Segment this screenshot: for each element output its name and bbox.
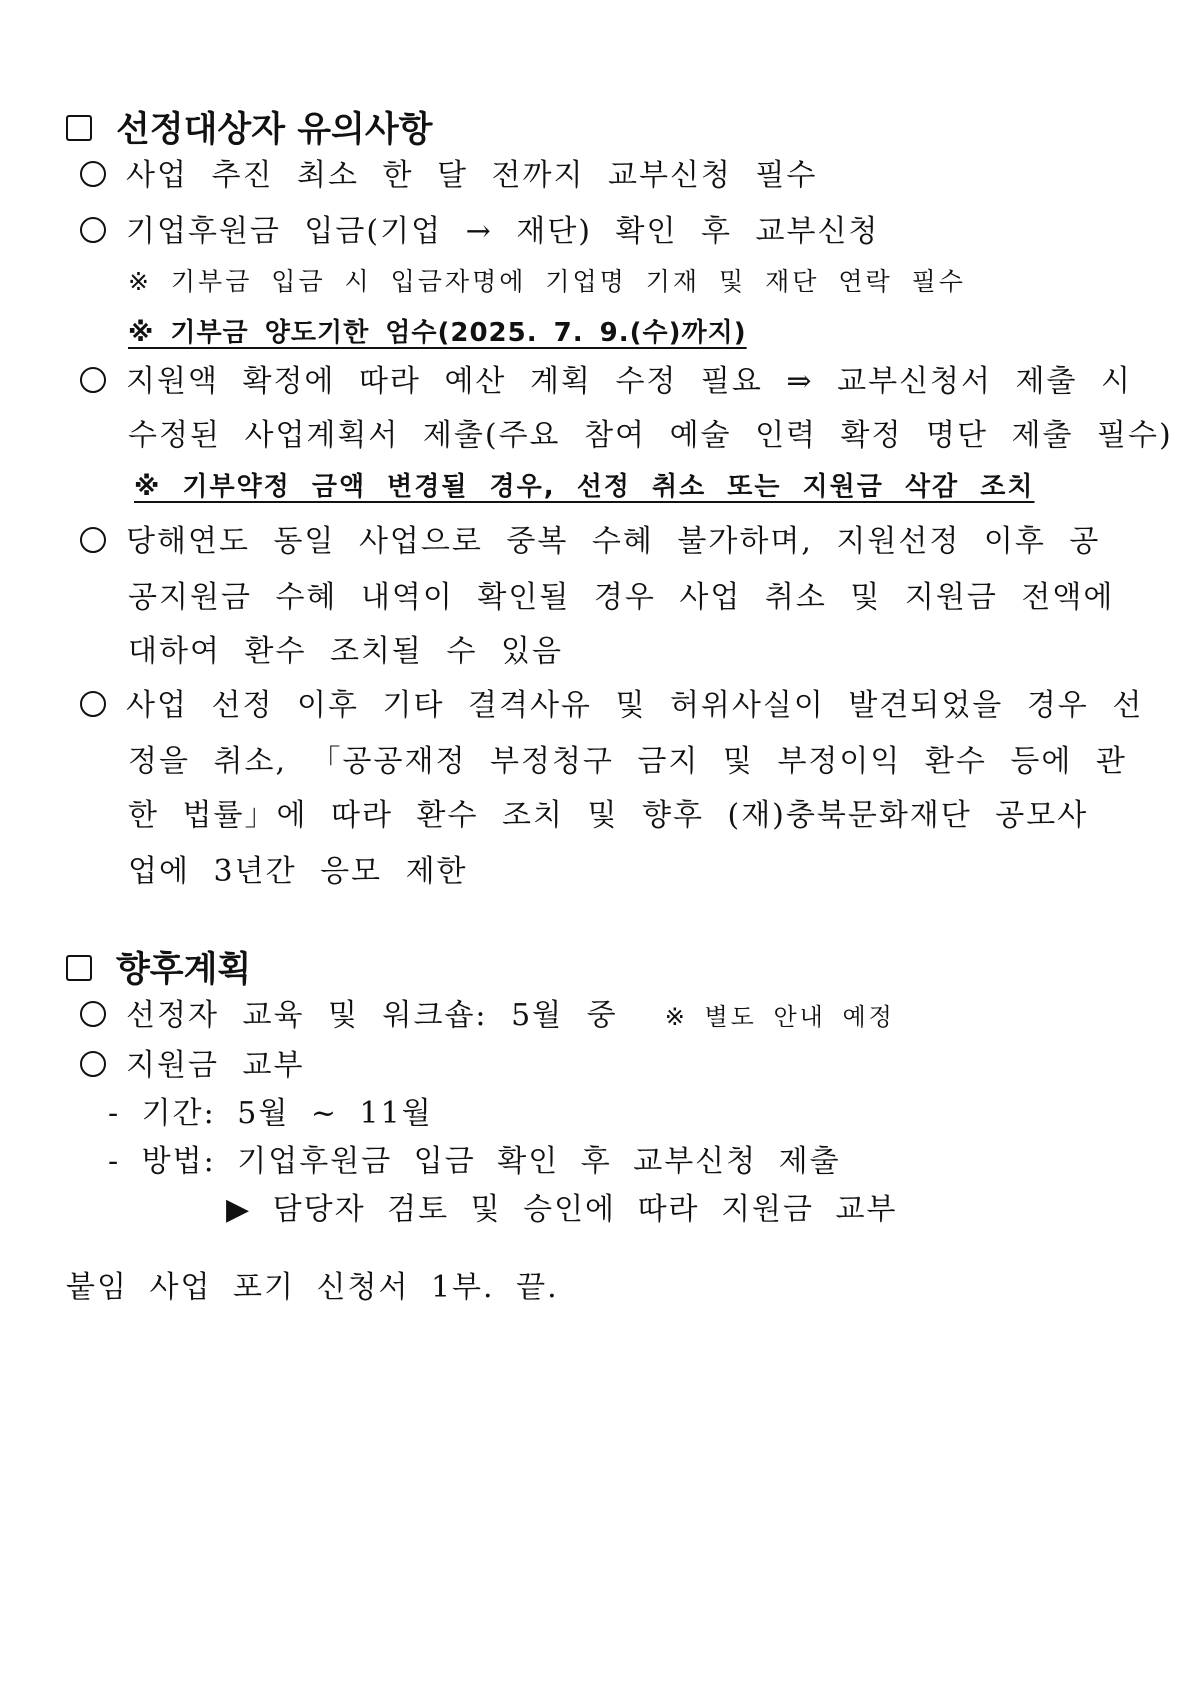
bullet-item: [80, 206, 879, 250]
bullet-item: [80, 990, 895, 1034]
circle-bullet-icon: [80, 691, 106, 717]
section-heading-future-plan: [66, 942, 251, 992]
dash-item-method: - 방법: 기업후원금 입금 확인 후 교부신청 제출: [108, 1144, 841, 1179]
bullet-item: [80, 680, 1143, 724]
attachment-line: 붙임 사업 포기 신청서 1부. 끝.: [66, 1270, 559, 1305]
bullet-item: [80, 150, 817, 194]
checkbox-square-icon: [66, 115, 92, 141]
dash-item-period: - 기간: 5월 ~ 11월: [108, 1096, 433, 1131]
note-emphasis: ※ 기부금 양도기한 엄수(2025. 7. 9.(수)까지): [128, 318, 747, 348]
inline-note: ※ 별도 안내 예정: [664, 1003, 895, 1031]
triangle-item: ▶ 담당자 검토 및 승인에 따라 지원금 교부: [226, 1192, 898, 1227]
continuation-text: 대하여 환수 조치될 수 있음: [128, 634, 563, 669]
bullet-item: [80, 516, 1100, 560]
note-emphasis: ※ 기부약정 금액 변경될 경우, 선정 취소 또는 지원금 삭감 조치: [134, 472, 1035, 502]
bullet-text: 지원금 교부: [126, 1048, 305, 1083]
circle-bullet-icon: [80, 1051, 106, 1077]
section-title: 선정대상자 유의사항: [116, 110, 433, 150]
section-heading-precautions: [66, 102, 432, 152]
circle-bullet-icon: [80, 161, 106, 187]
bullet-text: 사업 추진 최소 한 달 전까지 교부신청 필수: [126, 158, 818, 193]
bullet-text: 선정자 교육 및 워크숍: 5월 중: [126, 998, 618, 1033]
continuation-text: 수정된 사업계획서 제출(주요 참여 예술 인력 확정 명단 제출 필수): [128, 418, 1173, 453]
bullet-text: 지원액 확정에 따라 예산 계획 수정 필요 ⇒ 교부신청서 제출 시: [126, 364, 1133, 399]
bullet-text: 사업 선정 이후 기타 결격사유 및 허위사실이 발견되었을 경우 선: [126, 688, 1144, 723]
continuation-text: 업에 3년간 응모 제한: [128, 854, 468, 889]
bullet-item: [80, 356, 1132, 400]
bullet-item: [80, 1040, 304, 1084]
continuation-text: 한 법률」에 따라 환수 조치 및 향후 (재)충북문화재단 공모사: [128, 798, 1089, 833]
circle-bullet-icon: [80, 367, 106, 393]
circle-bullet-icon: [80, 1001, 106, 1027]
section-title: 향후계획: [116, 950, 252, 990]
continuation-text: 공지원금 수혜 내역이 확인될 경우 사업 취소 및 지원금 전액에: [128, 580, 1115, 615]
circle-bullet-icon: [80, 217, 106, 243]
note-text: ※ 기부금 입금 시 입금자명에 기업명 기재 및 재단 연락 필수: [128, 267, 966, 296]
bullet-text: 당해연도 동일 사업으로 중복 수혜 불가하며, 지원선정 이후 공: [126, 524, 1101, 559]
checkbox-square-icon: [66, 955, 92, 981]
circle-bullet-icon: [80, 527, 106, 553]
bullet-text: 기업후원금 입금(기업 → 재단) 확인 후 교부신청: [126, 214, 880, 249]
continuation-text: 정을 취소, 「공공재정 부정청구 금지 및 부정이익 환수 등에 관: [128, 744, 1127, 779]
